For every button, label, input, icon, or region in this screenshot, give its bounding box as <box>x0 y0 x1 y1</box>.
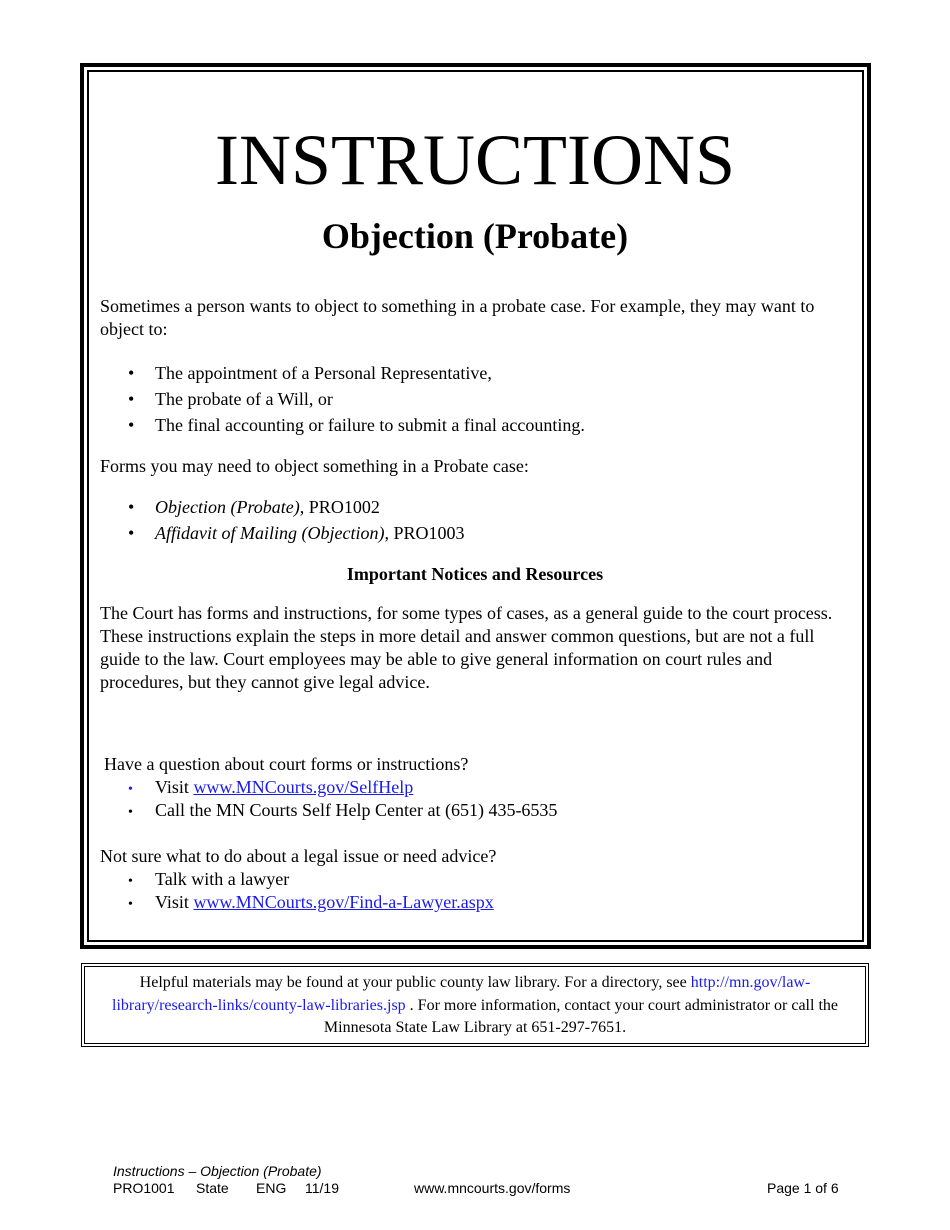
bullet-icon: • <box>128 805 133 820</box>
footer-page-number: Page 1 of 6 <box>767 1180 839 1196</box>
footer-website: www.mncourts.gov/forms <box>414 1180 571 1196</box>
selfhelp-link[interactable]: www.MNCourts.gov/SelfHelp <box>193 777 414 797</box>
bullet-icon: • <box>128 897 133 912</box>
county-law-libraries-link[interactable]: http://mn.gov/law-library/research-links/county-law-libraries.jsp <box>112 974 811 1014</box>
forms-intro: Forms you may need to object something in a Probate case: <box>100 456 529 476</box>
bullet-icon: • <box>128 389 135 409</box>
form-name: Objection (Probate) <box>155 497 300 517</box>
form-code: , PRO1003 <box>384 523 465 543</box>
law-library-notice-text: Helpful materials may be found at your public county law library. For a directory, see http://mn.gov/law-library/research-links/county-law-libraries.jsp . For more information, contact your court administrator or call the Minnesota State Law Library at 651-297-7651. <box>112 974 838 1036</box>
footer-form-code: PRO1001 <box>113 1180 175 1196</box>
find-lawyer-link[interactable]: www.MNCourts.gov/Find-a-Lawyer.aspx <box>193 892 494 912</box>
bullet-icon: • <box>128 523 135 543</box>
form-name: Affidavit of Mailing (Objection) <box>155 523 385 543</box>
footer-language: ENG <box>256 1180 287 1196</box>
notices-heading: Important Notices and Resources <box>346 564 604 584</box>
footer-revision: 11/19 <box>305 1180 339 1196</box>
bullet-icon: • <box>128 415 135 435</box>
bullet-icon: • <box>128 497 135 517</box>
bullet-icon: • <box>128 363 135 383</box>
notices-paragraph: The Court has forms and instructions, for some types of cases, as a general guide to the court process. These instructions explain the steps in more detail and answer common questions, but are not a full guide to the law. Court employees may be able to give general information on court rules and procedures, but they cannot give legal advice. <box>100 603 833 692</box>
bullet-icon: • <box>128 782 133 797</box>
advice-heading: Not sure what to do about a legal issue or need advice? <box>100 846 497 866</box>
bullet-icon: • <box>128 874 133 889</box>
form-code: , PRO1002 <box>299 497 380 517</box>
question-heading: Have a question about court forms or instructions? <box>104 754 469 774</box>
law-library-notice <box>81 963 869 1047</box>
intro-paragraph: Sometimes a person wants to object to something in a probate case. For example, they may want to object to: <box>100 296 815 339</box>
footer-jurisdiction: State <box>196 1180 229 1196</box>
footer-doc-title: Instructions – Objection (Probate) <box>113 1163 322 1179</box>
page-subtitle: Objection (Probate) <box>321 216 629 256</box>
page-title: INSTRUCTIONS <box>214 120 736 200</box>
